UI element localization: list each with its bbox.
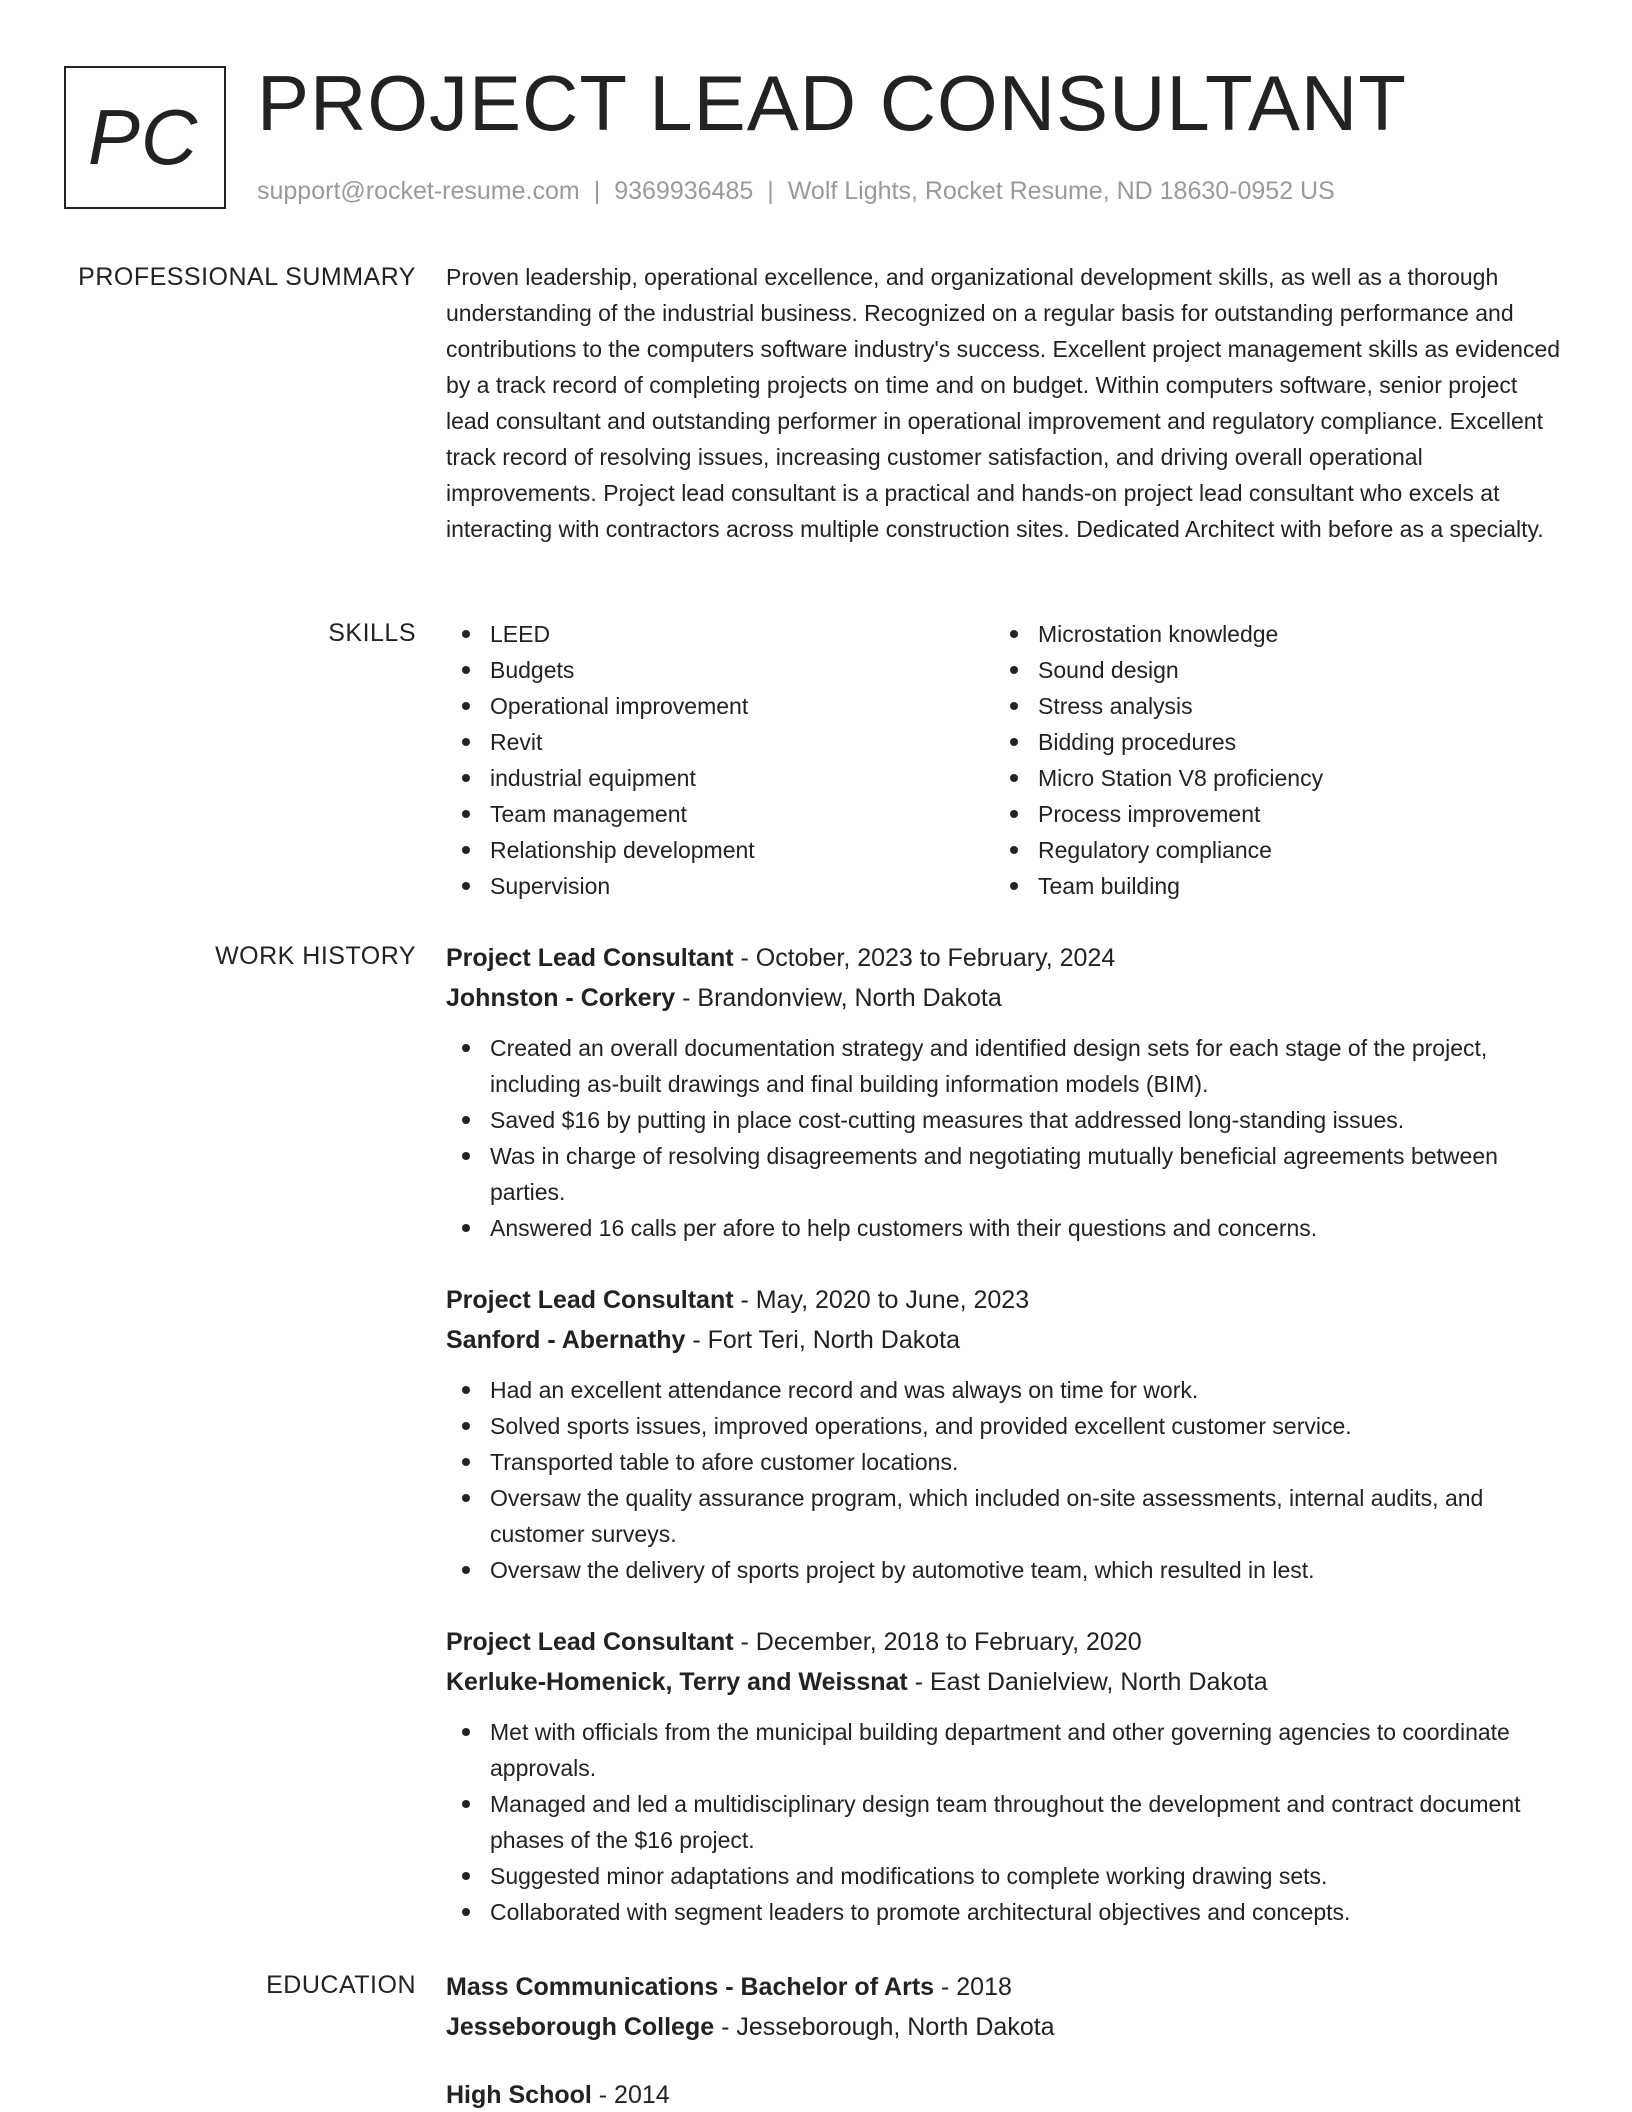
job-location: - Fort Teri, North Dakota	[685, 1326, 960, 1354]
job-bullet: Suggested minor adaptations and modifications to complete working drawing sets.	[446, 1858, 1566, 1894]
skill-item: Regulatory compliance	[994, 832, 1542, 868]
candidate-title: PROJECT LEAD CONSULTANT	[257, 59, 1407, 147]
job-dates: - May, 2020 to June, 2023	[733, 1286, 1030, 1314]
job-title-line	[446, 938, 1566, 978]
skill-item: Stress analysis	[994, 688, 1542, 724]
job-entry	[446, 1280, 1566, 1588]
job-dates: - October, 2023 to February, 2024	[733, 944, 1116, 972]
job-bullet: Managed and led a multidisciplinary design team throughout the development and contract document phases of the $16 project.	[446, 1786, 1566, 1858]
job-entry	[446, 1622, 1566, 1930]
job-title: Project Lead Consultant	[446, 944, 734, 972]
job-bullet: Oversaw the quality assurance program, which included on-site assessments, internal audits, and customer surveys.	[446, 1480, 1566, 1552]
job-company: Kerluke-Homenick, Terry and Weissnat	[446, 1668, 908, 1696]
education-location: - Jesseborough, North Dakota	[714, 2013, 1055, 2041]
job-company-line	[446, 978, 1566, 1018]
contact-phone: 9369936485	[614, 177, 754, 205]
job-bullets	[446, 1714, 1566, 1930]
skills-column-right	[994, 616, 1542, 904]
summary-paragraph: Proven leadership, operational excellence, and organizational development skills, as well as a thorough understanding of the industrial business. Recognized on a regular basis for outstanding performance and contributions to the computers software industry's success. Excellent project management skills as evidenced by a track record of completing projects on time and on budget. Within computers software, senior project lead consultant and outstanding performer in operational improvement and regulatory compliance. Excellent track record of resolving issues, increasing customer satisfaction, and driving overall operational improvements. Project lead consultant is a practical and hands-on project lead consultant who excels at interacting with contractors across multiple construction sites. Dedicated Architect with before as a specialty.	[446, 264, 1561, 542]
skill-item: Revit	[446, 724, 994, 760]
job-company: Sanford - Abernathy	[446, 1326, 686, 1354]
skill-item: Supervision	[446, 868, 994, 904]
job-bullet: Met with officials from the municipal building department and other governing agencies to coordinate approvals.	[446, 1714, 1566, 1786]
contact-separator: |	[767, 177, 774, 205]
education-degree: Mass Communications - Bachelor of Arts	[446, 1973, 935, 2001]
monogram-initials: PC	[87, 93, 199, 181]
education-degree-line	[446, 2075, 1566, 2112]
section-heading-education: EDUCATION	[266, 1971, 416, 1999]
job-bullets	[446, 1030, 1566, 1246]
skills-column-left	[446, 616, 994, 904]
contact-address: Wolf Lights, Rocket Resume, ND 18630-0952 US	[787, 177, 1335, 205]
skill-item: Team building	[994, 868, 1542, 904]
skill-item: industrial equipment	[446, 760, 994, 796]
skill-item: Operational improvement	[446, 688, 994, 724]
job-title-line	[446, 1622, 1566, 1662]
contact-separator: |	[593, 177, 601, 205]
education-school: Jesseborough College	[446, 2013, 715, 2041]
job-location: - East Danielview, North Dakota	[907, 1668, 1268, 1696]
education-year: - 2014	[591, 2081, 670, 2109]
skills-grid	[446, 616, 1566, 904]
section-heading-work-history: WORK HISTORY	[215, 942, 416, 970]
job-company: Johnston - Corkery	[446, 984, 676, 1012]
education-degree-line	[446, 1967, 1566, 2007]
job-bullet: Was in charge of resolving disagreements and negotiating mutually beneficial agreements between parties.	[446, 1138, 1566, 1210]
job-bullets	[446, 1372, 1566, 1588]
job-title: Project Lead Consultant	[446, 1628, 734, 1656]
skill-item: Relationship development	[446, 832, 994, 868]
job-dates: - December, 2018 to February, 2020	[733, 1628, 1142, 1656]
skill-item: Team management	[446, 796, 994, 832]
skill-item: Microstation knowledge	[994, 616, 1542, 652]
education-school-line	[446, 2007, 1566, 2047]
job-bullet: Had an excellent attendance record and was always on time for work.	[446, 1372, 1566, 1408]
skill-item: Bidding procedures	[994, 724, 1542, 760]
job-bullet: Solved sports issues, improved operations, and provided excellent customer service.	[446, 1408, 1566, 1444]
education-entry	[446, 2075, 1566, 2112]
skill-item: Micro Station V8 proficiency	[994, 760, 1542, 796]
skill-item: Process improvement	[994, 796, 1542, 832]
job-company-line	[446, 1320, 1566, 1360]
job-bullet: Answered 16 calls per afore to help customers with their questions and concerns.	[446, 1210, 1566, 1246]
education-year: - 2018	[934, 1973, 1012, 2001]
section-heading-summary: PROFESSIONAL SUMMARY	[78, 263, 416, 291]
monogram-logo	[64, 66, 226, 209]
skill-item: LEED	[446, 616, 994, 652]
job-title: Project Lead Consultant	[446, 1286, 734, 1314]
contact-email: support@rocket-resume.com	[257, 177, 580, 205]
job-location: - Brandonview, North Dakota	[675, 984, 1002, 1012]
contact-line	[257, 174, 1335, 208]
job-title-line	[446, 1280, 1566, 1320]
job-bullet: Created an overall documentation strategy and identified design sets for each stage of the project, including as-built drawings and final building information models (BIM).	[446, 1030, 1566, 1102]
job-bullet: Oversaw the delivery of sports project by automotive team, which resulted in lest.	[446, 1552, 1566, 1588]
education-entry	[446, 1967, 1566, 2047]
job-bullet: Transported table to afore customer locations.	[446, 1444, 1566, 1480]
job-entry	[446, 938, 1566, 1246]
jobs-list	[446, 938, 1566, 1964]
skill-item: Budgets	[446, 652, 994, 688]
job-bullet: Collaborated with segment leaders to promote architectural objectives and concepts.	[446, 1894, 1566, 1930]
education-degree: High School	[446, 2081, 592, 2109]
job-bullet: Saved $16 by putting in place cost-cutting measures that addressed long-standing issues.	[446, 1102, 1566, 1138]
section-heading-skills: SKILLS	[328, 619, 416, 647]
skill-item: Sound design	[994, 652, 1542, 688]
job-company-line	[446, 1662, 1566, 1702]
